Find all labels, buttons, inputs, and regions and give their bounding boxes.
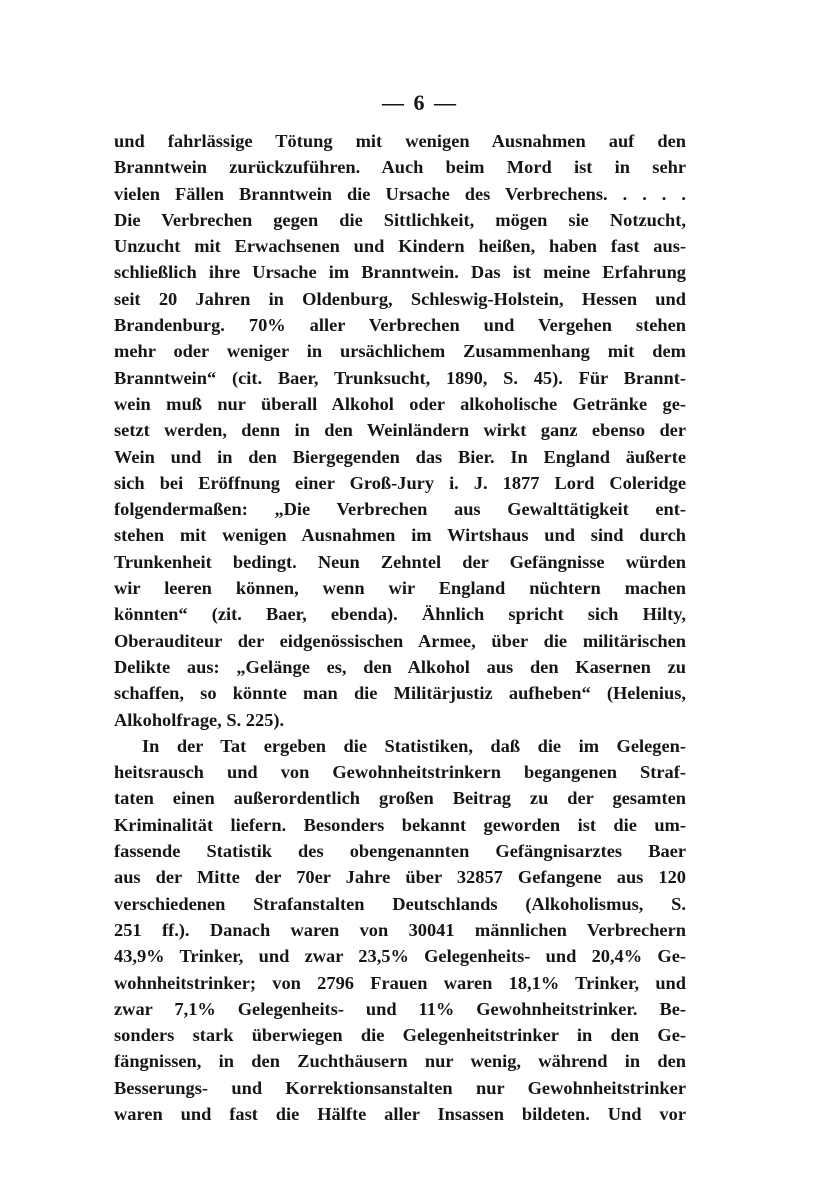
text-line: könnten“ (zit. Baer, ebenda). Ähnlich spricht sich Hilty, bbox=[114, 604, 686, 625]
body-text bbox=[114, 128, 686, 1127]
text-line: waren und fast die Hälfte aller Insassen bildeten. Und vor bbox=[114, 1103, 686, 1124]
text-line: Trunkenheit bedingt. Neun Zehntel der Gefängnisse würden bbox=[114, 551, 686, 572]
text-line: Branntwein zurückzuführen. Auch beim Mord ist in sehr bbox=[114, 157, 686, 178]
page-number: — 6 — bbox=[382, 90, 458, 115]
text-line: fassende Statistik des obengenannten Gefängnisarztes Baer bbox=[114, 841, 686, 862]
text-line: Die Verbrechen gegen die Sittlichkeit, mögen sie Notzucht, bbox=[114, 209, 686, 230]
text-line: Alkoholfrage, S. 225). bbox=[114, 709, 285, 730]
text-line: Delikte aus: „Gelänge es, den Alkohol aus den Kasernen zu bbox=[114, 656, 686, 677]
text-line: heitsrausch und von Gewohnheitstrinkern begangenen Straf- bbox=[114, 762, 686, 783]
text-line: vielen Fällen Branntwein die Ursache des Verbrechens. . . . . bbox=[114, 183, 686, 204]
text-line: sich bei Eröffnung einer Groß-Jury i. J. 1877 Lord Coleridge bbox=[114, 472, 686, 493]
text-line: zwar 7,1% Gelegenheits- und 11% Gewohnheitstrinker. Be- bbox=[114, 998, 686, 1019]
text-line: verschiedenen Strafanstalten Deutschlands (Alkoholismus, S. bbox=[114, 893, 686, 914]
text-line: taten einen außerordentlich großen Beitrag zu der gesamten bbox=[114, 788, 686, 809]
text-line: folgendermaßen: „Die Verbrechen aus Gewalttätigkeit ent- bbox=[114, 499, 686, 520]
text-line: wir leeren können, wenn wir England nüchtern machen bbox=[114, 578, 686, 599]
text-line: und fahrlässige Tötung mit wenigen Ausnahmen auf den bbox=[114, 131, 686, 151]
text-line: setzt werden, denn in den Weinländern wirkt ganz ebenso der bbox=[114, 420, 686, 441]
text-line: In der Tat ergeben die Statistiken, daß die im Gelegen- bbox=[142, 735, 686, 756]
text-line: seit 20 Jahren in Oldenburg, Schleswig-Holstein, Hessen und bbox=[114, 288, 686, 309]
text-line: aus der Mitte der 70er Jahre über 32857 Gefangene aus 120 bbox=[114, 867, 686, 888]
text-line: Brandenburg. 70% aller Verbrechen und Vergehen stehen bbox=[114, 315, 686, 336]
text-line: Oberauditeur der eidgenössischen Armee, über die militärischen bbox=[114, 630, 686, 651]
text-line: schaffen, so könnte man die Militärjustiz aufheben“ (Helenius, bbox=[114, 683, 686, 704]
text-line: fängnissen, in den Zuchthäusern nur wenig, während in den bbox=[114, 1051, 686, 1072]
text-line: wohnheitstrinker; von 2796 Frauen waren 18,1% Trinker, und bbox=[114, 972, 686, 993]
text-line: schließlich ihre Ursache im Branntwein. Das ist meine Erfahrung bbox=[114, 262, 686, 283]
text-line: Besserungs- und Korrektionsanstalten nur Gewohnheitstrinker bbox=[114, 1077, 686, 1098]
text-line: Wein und in den Biergegenden das Bier. In England äußerte bbox=[114, 446, 686, 467]
text-line: 43,9% Trinker, und zwar 23,5% Gelegenheits- und 20,4% Ge- bbox=[114, 946, 686, 967]
text-line: mehr oder weniger in ursächlichem Zusammenhang mit dem bbox=[114, 341, 686, 362]
text-line: stehen mit wenigen Ausnahmen im Wirtshaus und sind durch bbox=[114, 525, 686, 546]
text-line: Unzucht mit Erwachsenen und Kindern heißen, haben fast aus- bbox=[114, 236, 686, 257]
text-line: Kriminalität liefern. Besonders bekannt geworden ist die um- bbox=[114, 814, 686, 835]
text-line: sonders stark überwiegen die Gelegenheitstrinker in den Ge- bbox=[114, 1025, 686, 1046]
text-line: Branntwein“ (cit. Baer, Trunksucht, 1890, S. 45). Für Brannt- bbox=[114, 367, 686, 388]
text-line: wein muß nur überall Alkohol oder alkoholische Getränke ge- bbox=[114, 393, 686, 414]
text-line: 251 ff.). Danach waren von 30041 männlichen Verbrechern bbox=[114, 919, 686, 940]
